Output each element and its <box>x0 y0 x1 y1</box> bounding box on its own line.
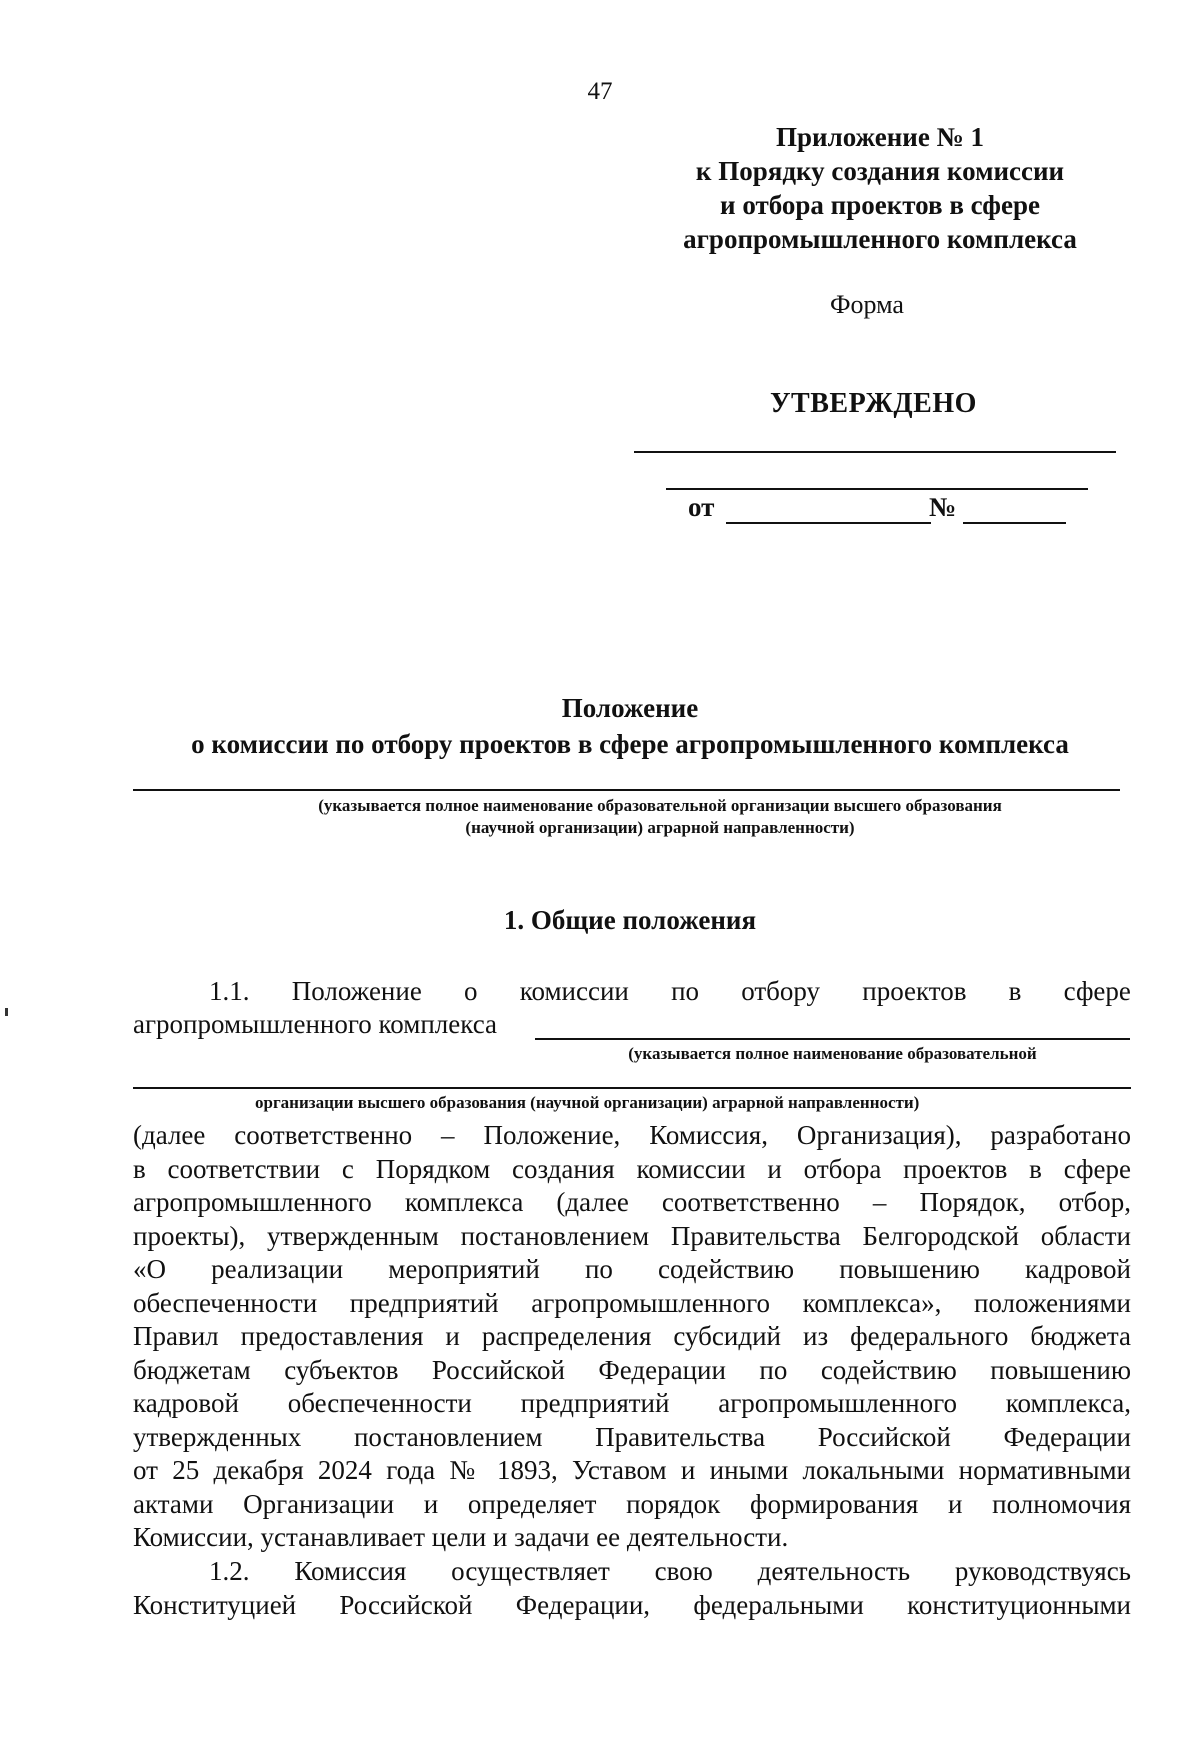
paragraph-line: кадровой обеспеченности предприятий агропромышленного комплекса, <box>133 1388 1131 1418</box>
paragraph-line: актами Организации и определяет порядок формирования и полномочия <box>133 1488 1131 1519</box>
paragraph-line: Правил предоставления и распределения субсидий из федерального бюджета <box>133 1321 1131 1351</box>
appendix-line: агропромышленного комплекса <box>683 224 1077 254</box>
paragraph-line: «О реализации мероприятий по содействию повышению кадровой <box>133 1254 1131 1284</box>
clause-word: комиссии <box>519 976 629 1006</box>
paragraph-line: агропромышленного комплекса (далее соответственно – Порядок, отбор, <box>133 1187 1131 1217</box>
clause-organization-blank-line <box>535 1038 1130 1040</box>
date-blank-line <box>726 522 931 524</box>
document-title <box>130 690 1130 762</box>
paragraph-line: в соответствии с Порядком создания комиссии и отбора проектов в сфере <box>133 1153 1131 1184</box>
paragraph-line: 1.2. Комиссия осуществляет свою деятельность руководствуясь <box>209 1556 1131 1586</box>
from-label: от <box>688 492 715 522</box>
clause-note-1: (указывается полное наименование образовательной <box>628 1044 1037 1063</box>
paragraph-line: (далее соответственно – Положение, Комиссия, Организация), разработано <box>133 1120 1131 1150</box>
paragraph-line: обеспеченности предприятий агропромышленного комплекса», положениями <box>133 1287 1131 1318</box>
approved-label: УТВЕРЖДЕНО <box>770 388 977 419</box>
note-line: (указывается полное наименование образовательной организации высшего образования <box>318 796 1002 815</box>
clause-word: 1.1. <box>209 976 250 1006</box>
title-line: о комиссии по отбору проектов в сфере агропромышленного комплекса <box>191 729 1069 759</box>
clause-1-1-paragraph <box>133 1119 1131 1555</box>
clause-word: Положение <box>291 976 422 1006</box>
appendix-line: и отбора проектов в сфере <box>720 190 1040 220</box>
clause-1-2-paragraph <box>133 1555 1131 1622</box>
clause-word: отбору <box>741 976 821 1006</box>
title-line: Положение <box>561 693 699 723</box>
clause-word: сфере <box>1063 976 1131 1006</box>
paragraph-line: Комиссии, устанавливает цели и задачи ее деятельности. <box>133 1522 789 1552</box>
organization-name-note <box>180 795 1140 839</box>
organization-name-line <box>133 789 1120 791</box>
clause-1-1-second-line: агропромышленного комплекса <box>133 1009 497 1039</box>
clause-word: о <box>464 976 478 1006</box>
paragraph-line: бюджетам субъектов Российской Федерации по содействию повышению <box>133 1354 1131 1385</box>
form-label: Форма <box>830 290 904 319</box>
section-heading: 1. Общие положения <box>503 905 757 935</box>
clause-word: по <box>671 976 700 1006</box>
clause-1-1-first-line <box>209 975 1131 1009</box>
paragraph-line: от 25 декабря 2024 года № 1893, Уставом и иными локальными нормативными <box>133 1455 1131 1485</box>
paragraph-line: утвержденных постановлением Правительства Российской Федерации <box>133 1421 1131 1452</box>
paragraph-line: Конституцией Российской Федерации, федеральными конституционными <box>133 1589 1131 1620</box>
appendix-line: к Порядку создания комиссии <box>695 156 1065 186</box>
approval-name-line <box>666 488 1088 490</box>
number-label: № <box>929 492 957 522</box>
approval-date-row <box>688 492 714 523</box>
approval-signature-line <box>634 451 1116 453</box>
margin-mark <box>5 1008 8 1016</box>
appendix-header <box>630 120 1130 256</box>
page-number: 47 <box>587 78 613 105</box>
clause-word: проектов <box>862 976 967 1006</box>
number-blank-line <box>963 522 1066 524</box>
clause-note-2: организации высшего образования (научной организации) аграрной направленности) <box>255 1093 920 1112</box>
clause-organization-blank-line-2 <box>133 1087 1131 1089</box>
appendix-line: Приложение № 1 <box>776 122 984 152</box>
clause-word: в <box>1008 976 1022 1006</box>
paragraph-line: проекты), утвержденным постановлением Правительства Белгородской области <box>133 1220 1131 1251</box>
note-line: (научной организации) аграрной направленности) <box>465 818 855 837</box>
